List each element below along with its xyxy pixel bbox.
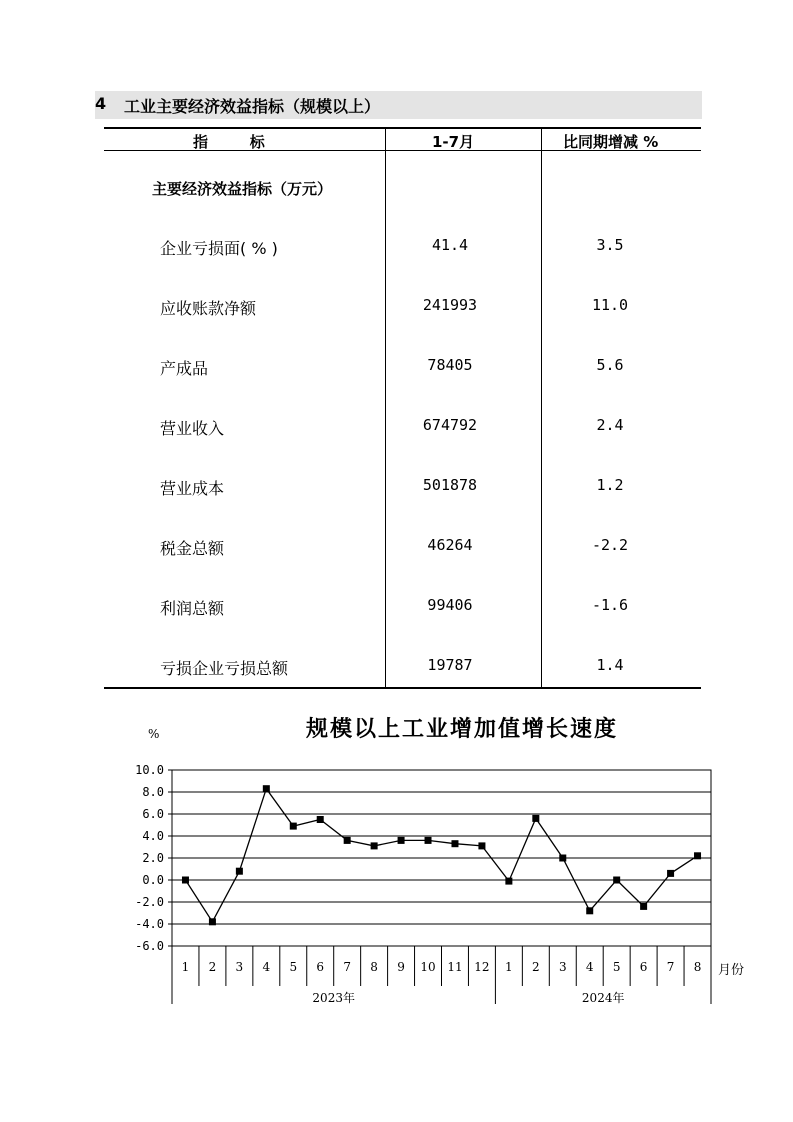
data-point-marker xyxy=(586,907,593,914)
x-tick-label: 8 xyxy=(370,960,378,974)
data-point-marker xyxy=(640,903,647,910)
table-row xyxy=(0,416,793,436)
row-value: 501878 xyxy=(422,476,478,494)
row-change: 1.4 xyxy=(596,656,624,674)
data-point-marker xyxy=(398,837,405,844)
header-change: 比同期增减 % xyxy=(563,133,659,151)
data-point-marker xyxy=(532,815,539,822)
x-tick-label: 4 xyxy=(585,960,594,974)
y-axis-unit: % xyxy=(148,727,160,741)
table-row xyxy=(0,236,793,256)
x-tick-label: 3 xyxy=(235,960,244,974)
data-point-marker xyxy=(263,785,270,792)
row-change: 3.5 xyxy=(596,236,624,254)
table-row xyxy=(0,356,793,376)
data-point-marker xyxy=(344,837,351,844)
header-period: 1-7月 xyxy=(432,133,475,151)
row-value: 19787 xyxy=(427,656,473,674)
x-tick-label: 6 xyxy=(639,960,648,974)
section-number: 4 xyxy=(95,94,107,113)
row-change: 2.4 xyxy=(596,416,624,434)
y-tick-label: 0.0 xyxy=(142,873,164,887)
data-point-marker xyxy=(290,823,297,830)
data-point-marker xyxy=(209,918,216,925)
y-tick-label: 2.0 xyxy=(142,851,164,865)
x-tick-label: 2 xyxy=(208,960,217,974)
y-tick-label: 8.0 xyxy=(142,785,164,799)
year-group-label: 2024年 xyxy=(581,991,625,1005)
row-value: 78405 xyxy=(427,356,473,374)
y-tick-label: 6.0 xyxy=(142,807,164,821)
row-change: -1.6 xyxy=(591,596,629,614)
row-name: 产成品 xyxy=(160,359,209,378)
data-point-marker xyxy=(694,852,701,859)
growth-line-chart xyxy=(0,700,793,1020)
section-title: 工业主要经济效益指标（规模以上） xyxy=(124,97,381,116)
y-tick-label: -4.0 xyxy=(135,917,164,931)
x-tick-label: 2 xyxy=(532,960,540,974)
row-name: 亏损企业亏损总额 xyxy=(160,659,289,678)
y-tick-label: -6.0 xyxy=(135,939,164,953)
x-tick-label: 3 xyxy=(558,960,567,974)
data-point-marker xyxy=(182,877,189,884)
row-value: 41.4 xyxy=(431,236,469,254)
y-tick-label: -2.0 xyxy=(135,895,164,909)
group-title: 主要经济效益指标（万元） xyxy=(152,180,333,198)
row-value: 46264 xyxy=(427,536,473,554)
x-tick-label: 7 xyxy=(666,960,675,974)
x-tick-label: 5 xyxy=(289,960,298,974)
row-name: 企业亏损面( % ) xyxy=(160,239,278,258)
x-tick-label: 9 xyxy=(397,960,405,974)
table-row xyxy=(0,296,793,316)
y-tick-label: 4.0 xyxy=(142,829,164,843)
x-tick-label: 10 xyxy=(420,960,436,974)
row-name: 营业成本 xyxy=(160,479,225,498)
data-point-marker xyxy=(451,840,458,847)
x-tick-label: 8 xyxy=(693,960,702,974)
data-point-marker xyxy=(478,842,485,849)
x-tick-label: 12 xyxy=(474,960,490,974)
row-change: 11.0 xyxy=(591,296,629,314)
row-change: 1.2 xyxy=(596,476,624,494)
data-point-marker xyxy=(613,877,620,884)
row-value: 99406 xyxy=(427,596,473,614)
table-row xyxy=(0,476,793,496)
x-tick-label: 7 xyxy=(343,960,351,974)
x-tick-label: 11 xyxy=(447,960,463,974)
row-name: 营业收入 xyxy=(160,419,225,438)
data-point-marker xyxy=(667,870,674,877)
row-name: 利润总额 xyxy=(160,599,225,618)
year-group-label: 2023年 xyxy=(312,991,355,1005)
data-point-marker xyxy=(505,878,512,885)
x-tick-label: 1 xyxy=(505,960,513,974)
table-row xyxy=(0,656,793,676)
table-row xyxy=(0,536,793,556)
data-point-marker xyxy=(425,837,432,844)
row-value: 241993 xyxy=(422,296,478,314)
x-axis-unit: 月份 xyxy=(718,963,745,978)
data-point-marker xyxy=(236,868,243,875)
x-tick-label: 4 xyxy=(262,960,271,974)
table-bottom-rule xyxy=(104,687,701,689)
row-change: 5.6 xyxy=(596,356,624,374)
x-tick-label: 6 xyxy=(316,960,325,974)
row-value: 674792 xyxy=(422,416,478,434)
row-name: 税金总额 xyxy=(160,539,225,558)
table-row xyxy=(0,596,793,616)
y-tick-label: 10.0 xyxy=(135,763,164,777)
data-point-marker xyxy=(317,816,324,823)
header-indicator: 指 标 xyxy=(193,133,265,151)
x-tick-label: 1 xyxy=(181,960,190,974)
row-change: -2.2 xyxy=(591,536,629,554)
row-name: 应收账款净额 xyxy=(160,299,257,318)
chart-title: 规模以上工业增加值增长速度 xyxy=(305,717,619,742)
table-top-rule xyxy=(104,127,701,129)
data-point-marker xyxy=(371,842,378,849)
data-point-marker xyxy=(559,855,566,862)
x-tick-label: 5 xyxy=(612,960,621,974)
